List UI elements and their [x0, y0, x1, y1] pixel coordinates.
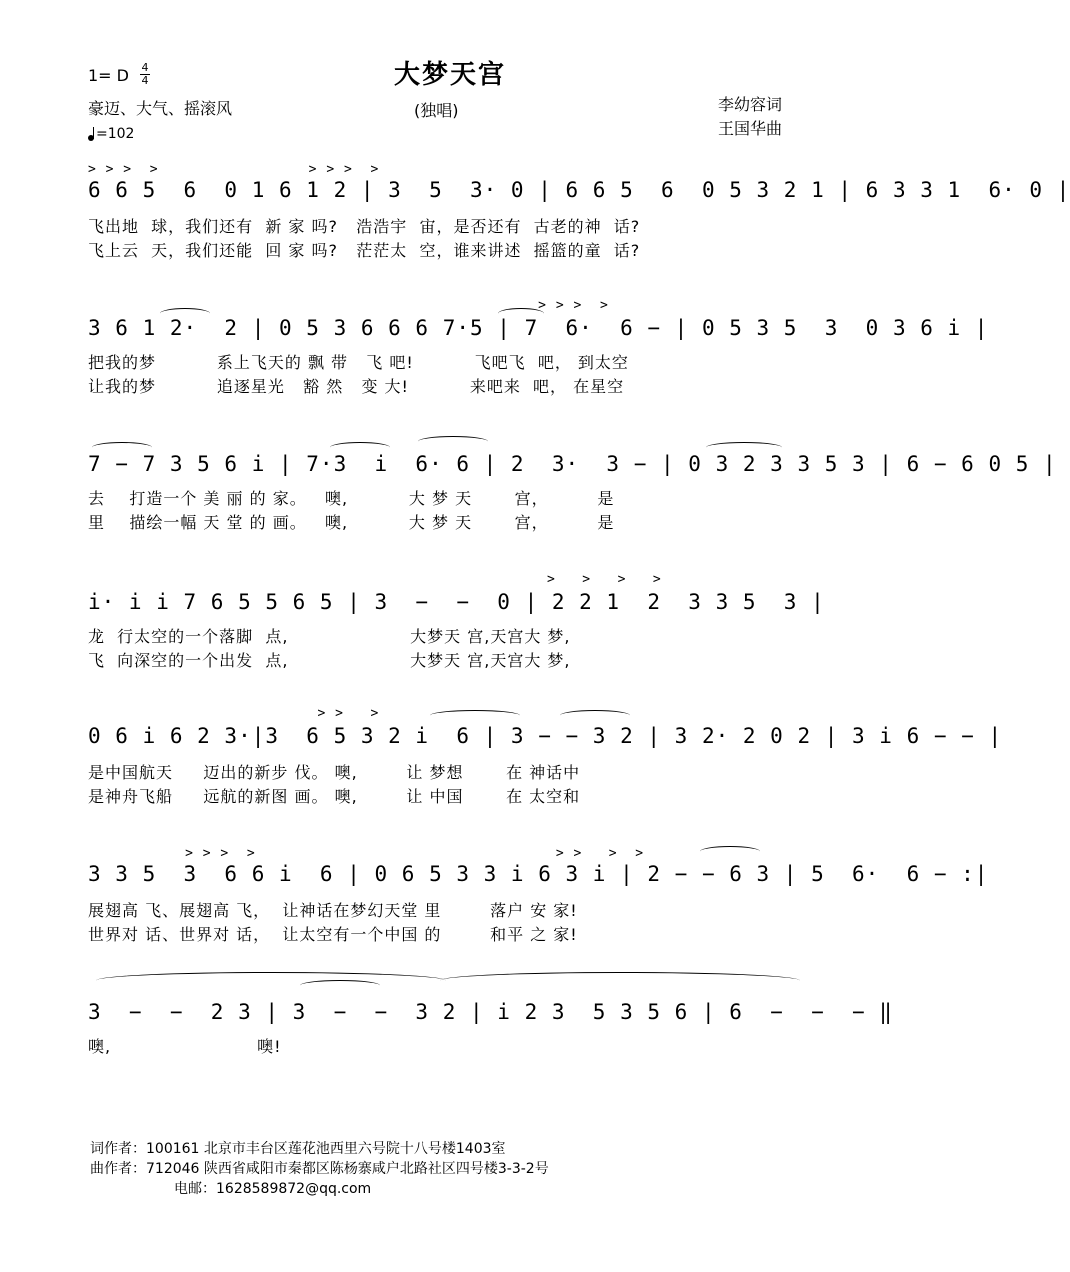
- lyric-verse-2: 是神舟飞船 远航的新图 画。 噢, 让 中国 在 太空和: [88, 787, 581, 806]
- lyric-verse-2: 让我的梦 追逐星光 豁 然 变 大! 来吧来 吧， 在星空: [88, 377, 625, 396]
- notation-line: 3 − − 2 3 | 3 − − 3 2 | i 2 3 5 3 5 6 | 6 − − − ‖: [88, 1000, 893, 1024]
- slur-mark: [560, 710, 630, 721]
- lyric-verse-2: 里 描绘一幅 天 堂 的 画。 噢, 大 梦 天 宫， 是: [88, 513, 615, 532]
- quarter-note-icon: [88, 135, 94, 141]
- lyric-verse-1: 展翅高 飞、展翅高 飞， 让神话在梦幻天堂 里 落户 安 家!: [88, 901, 578, 920]
- slur-mark: [96, 972, 446, 989]
- performance-type: (独唱): [414, 101, 459, 120]
- notation-line: 7 − 7 3 5 6 i | 7·3 i 6· 6 | 2 3· 3 − | 0 3 2 3 3 5 3 | 6 − 6 0 5 |: [88, 452, 1057, 476]
- key-signature: 1= D: [88, 66, 129, 85]
- lyric-verse-1: 噢, 噢!: [88, 1037, 282, 1056]
- song-title: 大梦天宫: [393, 60, 506, 90]
- accent-marks: > > > > > > > >: [88, 162, 380, 177]
- lyric-verse-2: 世界对 话、世界对 话， 让太空有一个中国 的 和平 之 家!: [88, 925, 578, 944]
- accent-marks: > > > >: [88, 572, 662, 587]
- tempo-value: =102: [96, 126, 135, 142]
- slur-mark: [440, 972, 800, 989]
- contact-email: 电邮：1628589872@qq.com: [174, 1181, 372, 1197]
- lyric-verse-1: 龙 行太空的一个落脚 点, 大梦天 宫,天宫大 梦,: [88, 627, 571, 646]
- notation-line: i· i i 7 6 5 5 6 5 | 3 − − 0 | 2 2 1 2 3 3 5 3 |: [88, 590, 825, 614]
- lyric-verse-1: 飞出地 球，我们还有 新 家 吗? 浩浩宇 宙，是否还有 古老的神 话?: [88, 217, 641, 236]
- time-bottom: 4: [141, 74, 149, 87]
- notation-line: 3 6 1 2· 2 | 0 5 3 6 6 6 7·5 | 7 6· 6 − | 0 5 3 5 3 0 3 6 i |: [88, 316, 989, 340]
- time-signature: [140, 62, 150, 87]
- notation-line: 0 6 i 6 2 3·|3 6 5 3 2 i 6 | 3 − − 3 2 | 3 2· 2 0 2 | 3 i 6 − − |: [88, 724, 1003, 748]
- notation-line: 3 3 5 3 6 6 i 6 | 0 6 5 3 3 i 6 3 i | 2 − − 6 3 | 5 6· 6 − :|: [88, 862, 989, 886]
- slur-mark: [300, 980, 380, 991]
- lyricist-address: 词作者：100161 北京市丰台区莲花池西里六号院十八号楼1403室: [90, 1141, 506, 1157]
- slur-mark: [430, 710, 520, 721]
- accent-marks: > > >: [88, 706, 380, 721]
- lyric-verse-1: 是中国航天 迈出的新步 伐。 噢, 让 梦想 在 神话中: [88, 763, 581, 782]
- slur-mark: [700, 846, 760, 857]
- slur-mark: [418, 436, 488, 447]
- lyric-verse-2: 飞 向深空的一个出发 点, 大梦天 宫,天宫大 梦,: [88, 651, 571, 670]
- lyric-verse-1: 把我的梦 系上飞天的 飘 带 飞 吧! 飞吧飞 吧， 到太空: [88, 353, 629, 372]
- time-top: 4: [141, 61, 149, 74]
- lyricist-credit: 李幼容词: [718, 95, 783, 114]
- lyric-verse-1: 去 打造一个 美 丽 的 家。 噢, 大 梦 天 宫， 是: [88, 489, 615, 508]
- composer-address: 曲作者：712046 陕西省咸阳市秦都区陈杨寨咸户北路社区四号楼3-3-2号: [90, 1161, 549, 1177]
- notation-line: 6 6 5 6 0 1 6 1 2 | 3 5 3· 0 | 6 6 5 6 0 5 3 2 1 | 6 3 3 1 6· 0 |: [88, 178, 1070, 202]
- style-description: 豪迈、大气、摇滚风: [88, 99, 233, 118]
- composer-credit: 王国华曲: [718, 119, 783, 138]
- accent-marks: > > > > > > > >: [88, 846, 645, 861]
- accent-marks: > > > >: [88, 298, 609, 313]
- tempo-marking: [88, 126, 134, 142]
- lyric-verse-2: 飞上云 天，我们还能 回 家 吗? 茫茫太 空，谁来讲述 摇篮的童 话?: [88, 241, 641, 260]
